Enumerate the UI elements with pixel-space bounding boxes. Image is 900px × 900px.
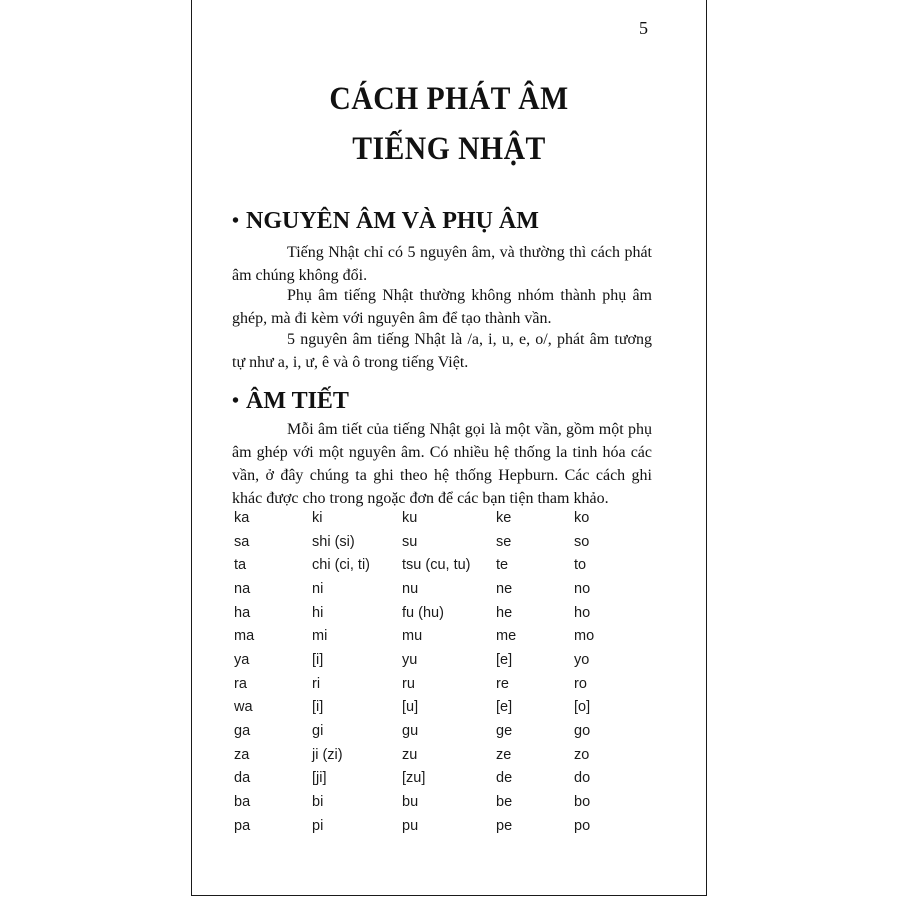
- syllable-cell: ru: [402, 675, 415, 692]
- syllable-cell: ke: [496, 509, 512, 526]
- syllable-cell: [i]: [312, 651, 324, 668]
- syllable-cell: mo: [574, 628, 595, 645]
- syllable-cell: ho: [574, 604, 591, 621]
- syllable-cell: zo: [574, 746, 590, 763]
- syllable-cell: ya: [234, 651, 250, 668]
- syllable-cell: gu: [402, 723, 419, 740]
- paragraph: Phụ âm tiếng Nhật thường không nhóm thành phụ âm ghép, mà đi kèm với nguyên âm để tạo thành vần.: [232, 287, 652, 327]
- table-row: [234, 767, 634, 791]
- syllable-cell: da: [234, 770, 251, 787]
- syllable-cell: [i]: [312, 699, 324, 716]
- syllable-cell: tsu (cu, tu): [402, 557, 471, 574]
- syllable-cell: ko: [574, 509, 590, 526]
- syllable-cell: su: [402, 533, 418, 550]
- paragraph: Mỗi âm tiết của tiếng Nhật gọi là một vần, gồm một phụ âm ghép với một nguyên âm. Có nhiều hệ thống la tinh hóa các vần, ở đây chúng ta ghi theo hệ thống Hepburn. Các cách ghi khác được cho trong ngoặc đơn để các bạn tiện tham khảo.: [232, 421, 652, 507]
- syllable-cell: yu: [402, 651, 418, 668]
- syllable-cell: ro: [574, 675, 587, 692]
- page-number: 5: [639, 18, 648, 38]
- syllable-cell: be: [496, 794, 513, 811]
- syllable-cell: mu: [402, 628, 423, 645]
- title-line-2: TIẾNG NHẬT: [352, 131, 546, 167]
- syllable-cell: nu: [402, 580, 419, 597]
- syllable-cell: ni: [312, 580, 324, 597]
- section-heading-text: ÂM TIẾT: [246, 388, 349, 414]
- syllable-cell: [o]: [574, 699, 591, 716]
- syllable-cell: te: [496, 557, 509, 574]
- syllable-cell: ji (zi): [312, 746, 343, 763]
- syllable-cell: na: [234, 580, 251, 597]
- syllable-cell: yo: [574, 651, 590, 668]
- syllable-cell: so: [574, 533, 590, 550]
- syllable-cell: pi: [312, 817, 324, 834]
- syllable-cell: ba: [234, 794, 251, 811]
- page-title: [218, 74, 681, 174]
- syllable-cell: ku: [402, 509, 418, 526]
- section-heading-vowels-consonants: [232, 206, 539, 236]
- syllable-cell: bi: [312, 794, 324, 811]
- section-heading-text: NGUYÊN ÂM VÀ PHỤ ÂM: [246, 208, 539, 234]
- table-row: [234, 530, 634, 554]
- table-row: [234, 506, 634, 530]
- syllable-cell: bo: [574, 794, 591, 811]
- syllable-cell: pu: [402, 817, 419, 834]
- syllable-cell: pa: [234, 817, 251, 834]
- table-row: [234, 814, 634, 838]
- syllable-cell: wa: [234, 699, 253, 716]
- syllable-cell: mi: [312, 628, 328, 645]
- syllable-cell: sa: [234, 533, 250, 550]
- syllable-cell: ne: [496, 580, 513, 597]
- syllable-cell: fu (hu): [402, 604, 444, 621]
- syllable-cell: ka: [234, 509, 250, 526]
- table-row: [234, 601, 634, 625]
- syllable-cell: ga: [234, 723, 251, 740]
- syllable-cell: [e]: [496, 651, 513, 668]
- section-heading-syllables: [232, 386, 349, 416]
- syllable-cell: za: [234, 746, 250, 763]
- bullet-icon: •: [232, 210, 240, 232]
- syllable-cell: shi (si): [312, 533, 355, 550]
- title-line-1: CÁCH PHÁT ÂM: [329, 81, 569, 117]
- syllable-cell: zu: [402, 746, 418, 763]
- syllable-table: [234, 506, 634, 838]
- syllable-cell: chi (ci, ti): [312, 557, 370, 574]
- syllable-cell: ra: [234, 675, 247, 692]
- syllable-cell: do: [574, 770, 591, 787]
- syllable-cell: pe: [496, 817, 513, 834]
- syllable-cell: se: [496, 533, 512, 550]
- syllable-cell: he: [496, 604, 513, 621]
- syllable-cell: ki: [312, 509, 323, 526]
- table-row: [234, 696, 634, 720]
- syllable-cell: po: [574, 817, 591, 834]
- syllable-cell: ri: [312, 675, 321, 692]
- syllable-cell: [ji]: [312, 770, 327, 787]
- table-row: [234, 672, 634, 696]
- bullet-icon: •: [232, 390, 240, 412]
- syllable-cell: [u]: [402, 699, 419, 716]
- syllable-cell: to: [574, 557, 587, 574]
- table-row: [234, 553, 634, 577]
- table-row: [234, 648, 634, 672]
- syllable-cell: [zu]: [402, 770, 426, 787]
- table-row: [234, 790, 634, 814]
- syllable-cell: no: [574, 580, 591, 597]
- syllable-cell: go: [574, 723, 591, 740]
- table-row: [234, 624, 634, 648]
- syllable-cell: re: [496, 675, 509, 692]
- syllable-cell: bu: [402, 794, 419, 811]
- syllable-cell: [e]: [496, 699, 513, 716]
- syllable-cell: ma: [234, 628, 255, 645]
- syllable-cell: hi: [312, 604, 324, 621]
- table-row: [234, 577, 634, 601]
- syllable-cell: me: [496, 628, 517, 645]
- book-page: [191, 0, 707, 896]
- table-row: [234, 719, 634, 743]
- paragraph: 5 nguyên âm tiếng Nhật là /a, i, u, e, o/, phát âm tương tự như a, i, ư, ê và ô trong tiếng Việt.: [232, 331, 652, 371]
- syllable-cell: ha: [234, 604, 251, 621]
- syllable-cell: ze: [496, 746, 512, 763]
- syllable-cell: ta: [234, 557, 247, 574]
- table-row: [234, 743, 634, 767]
- syllable-cell: de: [496, 770, 513, 787]
- paragraph: Tiếng Nhật chỉ có 5 nguyên âm, và thường thì cách phát âm chúng không đổi.: [232, 244, 652, 284]
- syllable-cell: ge: [496, 723, 513, 740]
- syllable-cell: gi: [312, 723, 324, 740]
